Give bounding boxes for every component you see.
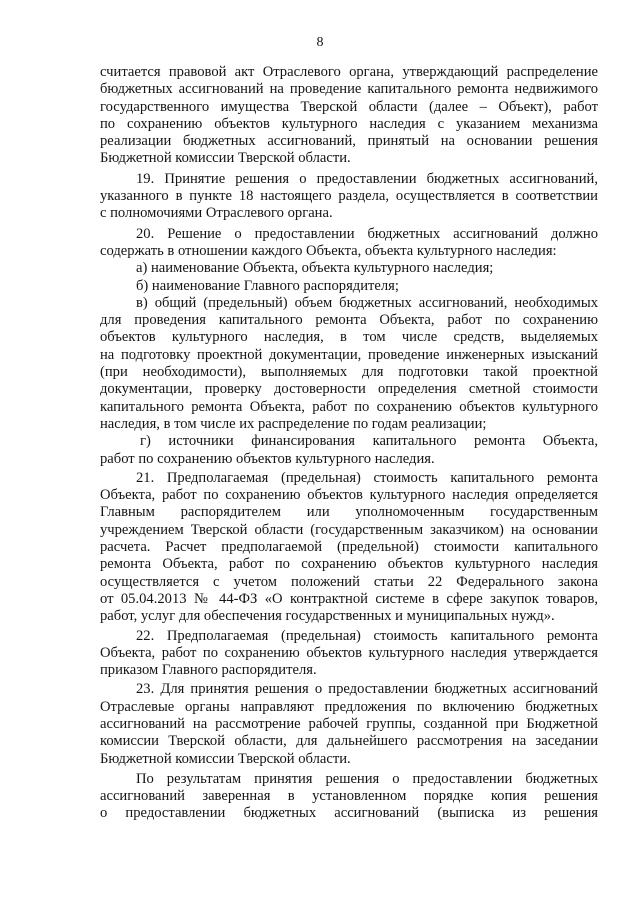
- text-line: считается правовой акт Отраслевого органа, утверждающий распределение: [100, 64, 598, 80]
- text-line: б) наименование Главного распорядителя;: [136, 277, 399, 294]
- text-line: работ, услуг для обеспечения государственных и муниципальных нужд».: [100, 608, 555, 625]
- text-line: 23. Для принятия решения о предоставлении бюджетных ассигнований: [136, 681, 598, 698]
- text-line: указанного в пункте 18 настоящего раздела, осуществляется в соответствии: [100, 188, 598, 205]
- text-line: с полномочиями Отраслевого органа.: [100, 205, 333, 222]
- text-line: Главным распорядителем или уполномоченным государственным: [100, 504, 598, 521]
- text-line: бюджетных ассигнований на проведение капитального ремонта недвижимого: [100, 81, 598, 98]
- text-line: государственного имущества Тверской области (далее – Объект), работ: [100, 98, 598, 115]
- text-line: наследия, в том числе их распределение по годам реализации;: [100, 415, 487, 432]
- page-number: 8: [316, 35, 324, 50]
- text-line: По результатам принятия решения о предоставлении бюджетных: [136, 770, 598, 787]
- text-line: на подготовку проектной документации, проведение инженерных изысканий: [100, 346, 598, 363]
- text-line: расчета. Расчет предполагаемой (предельной) стоимости капитального: [100, 539, 598, 556]
- text-line: учреждением Тверской области (государственным заказчиком) на основании: [100, 521, 598, 538]
- text-line: Отраслевые органы направляют предложения по включению бюджетных: [100, 698, 598, 715]
- text-line: капитального ремонта Объекта, работ по сохранению объектов культурного: [100, 398, 598, 415]
- text-line: в) общий (предельный) объем бюджетных ассигнований, необходимых: [136, 294, 598, 311]
- text-line: приказом Главного распорядителя.: [100, 662, 317, 679]
- text-line: г) источники финансирования капитального ремонта Объекта,: [140, 433, 598, 450]
- text-line: ассигнований на рассмотрение рабочей группы, созданной при Бюджетной: [100, 715, 598, 732]
- text-line: 20. Решение о предоставлении бюджетных ассигнований должно: [136, 225, 598, 242]
- text-line: ассигнований заверенная в установленном порядке копия решения: [100, 788, 598, 805]
- text-line: Бюджетной комиссии Тверской области.: [100, 150, 351, 167]
- text-line: о предоставлении бюджетных ассигнований (выписка из решения: [100, 805, 598, 822]
- text-line: 21. Предполагаемая (предельная) стоимость капитального ремонта: [136, 469, 598, 486]
- text-line: документации, проверку достоверности определения сметной стоимости: [100, 381, 598, 398]
- text-line: (при необходимости), выполняемых для подготовки такой проектной: [100, 364, 598, 381]
- text-line: ремонта Объекта, работ по сохранению объектов культурного наследия: [100, 556, 598, 573]
- text-line: Объекта, работ по сохранению объектов культурного наследия утверждается: [100, 644, 598, 661]
- text-line: Бюджетной комиссии Тверской области.: [100, 750, 351, 767]
- text-line: для проведения капитального ремонта Объекта, работ по сохранению: [100, 312, 598, 329]
- text-line: Объекта, работ по сохранению объектов культурного наследия определяется: [100, 487, 598, 504]
- text-line: содержать в отношении каждого Объекта, объекта культурного наследия:: [100, 242, 557, 259]
- text-line: по сохранению объектов культурного наследия с указанием механизма: [100, 115, 598, 132]
- text-line: реализации бюджетных ассигнований, принятый на основании решения: [100, 133, 598, 150]
- text-line: комиссии Тверской области, для дальнейшего рассмотрения на заседании: [100, 733, 598, 750]
- text-line: объектов культурного наследия, в том числе средств, выделяемых: [100, 329, 598, 346]
- text-line: осуществляется с учетом положений статьи 22 Федерального закона: [100, 573, 598, 590]
- text-line: 19. Принятие решения о предоставлении бюджетных ассигнований,: [136, 170, 598, 187]
- text-line: работ по сохранению объектов культурного наследия.: [100, 450, 435, 467]
- text-line: а) наименование Объекта, объекта культурного наследия;: [136, 260, 494, 277]
- text-line: 22. Предполагаемая (предельная) стоимость капитального ремонта: [136, 627, 598, 644]
- document-body: [100, 64, 598, 823]
- text-line: от 05.04.2013 № 44-ФЗ «О контрактной системе в сфере закупок товаров,: [100, 590, 598, 607]
